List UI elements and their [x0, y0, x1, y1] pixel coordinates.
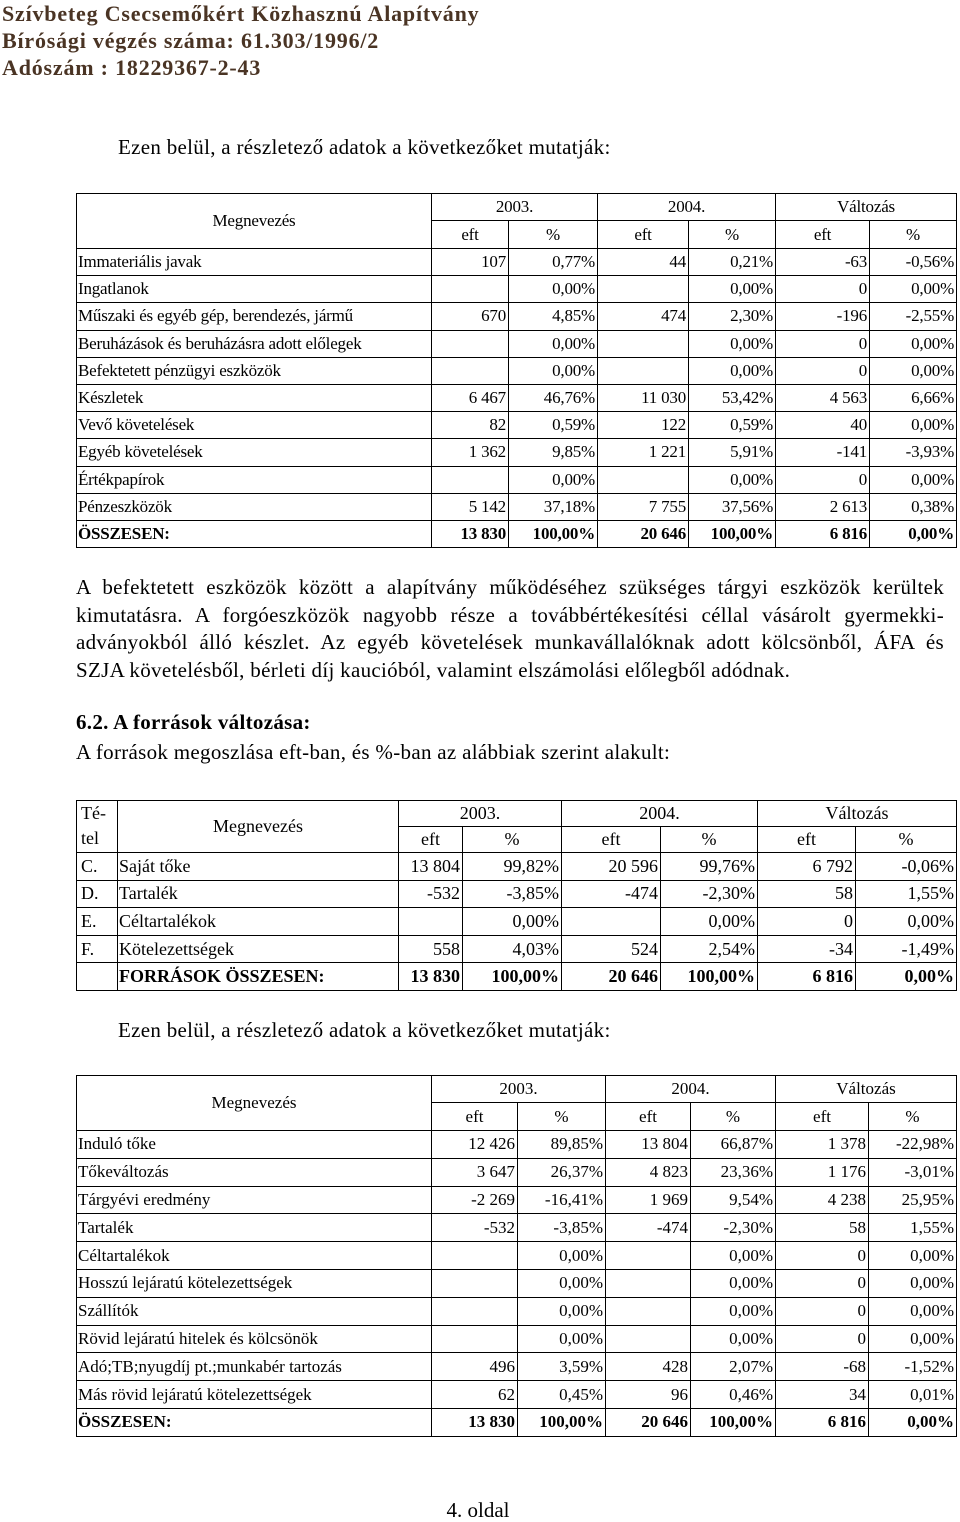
cell-pct-change: 25,95% — [869, 1186, 957, 1214]
unit-header: eft — [776, 221, 870, 249]
paragraph-line: SZJA követelésből, bérleti díj kaucióból, valamint elszámolási előlegből adódnak. — [76, 658, 791, 683]
cell-eft-2004: 96 — [606, 1381, 691, 1409]
cell-pct-2003: 100,00% — [518, 1408, 606, 1436]
unit-header: % — [463, 827, 562, 853]
cell-pct-2003: 4,85% — [509, 303, 598, 330]
cell-pct-change: 0,00% — [869, 1242, 957, 1270]
cell-eft-2004 — [606, 1269, 691, 1297]
row-label: Rövid lejáratú hitelek és kölcsönök — [77, 1325, 432, 1353]
cell-eft-2003 — [432, 466, 509, 493]
table-row — [77, 853, 957, 881]
cell-eft-2004: 20 646 — [606, 1408, 691, 1436]
row-label: Más rövid lejáratú kötelezettségek — [77, 1381, 432, 1409]
unit-header: eft — [562, 827, 661, 853]
cell-pct-change: 0,00% — [869, 1269, 957, 1297]
cell-eft-2004: 1 221 — [598, 439, 689, 466]
cell-eft-2003: 496 — [432, 1353, 518, 1381]
cell-pct-2004: 0,00% — [689, 330, 776, 357]
cell-eft-change: -34 — [758, 935, 856, 963]
cell-pct-2004: 0,59% — [689, 412, 776, 439]
cell-pct-2004: 9,54% — [691, 1186, 776, 1214]
cell-pct-change: 0,00% — [870, 466, 957, 493]
cell-pct-2003: 37,18% — [509, 493, 598, 520]
row-label: Beruházások és beruházásra adott előlegek — [77, 330, 432, 357]
row-label: Céltartalékok — [77, 1242, 432, 1270]
cell-pct-2003: 99,82% — [463, 853, 562, 881]
cell-pct-2004: 0,00% — [691, 1242, 776, 1270]
cell-pct-2003: 0,00% — [509, 466, 598, 493]
sources-detail-table — [76, 1075, 957, 1437]
row-label: Befektetett pénzügyi eszközök — [77, 357, 432, 384]
unit-header: % — [691, 1103, 776, 1131]
cell-eft-2003 — [432, 357, 509, 384]
cell-pct-2004: -2,30% — [661, 880, 758, 908]
cell-pct-change: 0,00% — [856, 908, 957, 936]
cell-eft-change: 6 816 — [758, 963, 856, 991]
cell-eft-2003: 107 — [432, 249, 509, 276]
unit-header: % — [661, 827, 758, 853]
col-header-2003: 2003. — [432, 194, 598, 221]
cell-pct-2003: -3,85% — [463, 880, 562, 908]
cell-pct-2003: 0,00% — [518, 1242, 606, 1270]
cell-eft-2004: 20 646 — [598, 520, 689, 547]
cell-eft-2004: 20 646 — [562, 963, 661, 991]
row-label: Műszaki és egyéb gép, berendezés, jármű — [77, 303, 432, 330]
cell-eft-2004: 7 755 — [598, 493, 689, 520]
cell-eft-2004 — [598, 466, 689, 493]
cell-pct-2003: 0,77% — [509, 249, 598, 276]
cell-eft-2004 — [606, 1242, 691, 1270]
cell-eft-change: -63 — [776, 249, 870, 276]
cell-eft-2003: 3 647 — [432, 1158, 518, 1186]
cell-pct-2004: 2,54% — [661, 935, 758, 963]
intro-assets: Ezen belül, a részletező adatok a következőket mutatják: — [118, 135, 611, 159]
cell-eft-change: 1 378 — [776, 1131, 869, 1159]
cell-eft-2004: 44 — [598, 249, 689, 276]
cell-pct-2004: 53,42% — [689, 384, 776, 411]
sources-table — [76, 800, 957, 991]
paragraph-line: adványokból álló készlet. Az egyéb követelések munkavállalóknak adott kölcsönből, ÁFA és — [76, 630, 944, 655]
col-header-change: Változás — [776, 1076, 957, 1103]
table-row — [77, 908, 957, 936]
cell-pct-2004: 2,07% — [691, 1353, 776, 1381]
cell-eft-change: -196 — [776, 303, 870, 330]
row-label: Tőkeváltozás — [77, 1158, 432, 1186]
cell-eft-change: -68 — [776, 1353, 869, 1381]
cell-eft-2003: -532 — [432, 1214, 518, 1242]
cell-eft-2004 — [606, 1297, 691, 1325]
table-row — [77, 276, 957, 303]
cell-pct-2004: -2,30% — [691, 1214, 776, 1242]
tax-number: Adószám : 18229367-2-43 — [2, 55, 262, 80]
table-row — [77, 1353, 957, 1381]
row-label: ÖSSZESEN: — [77, 1408, 432, 1436]
unit-header: eft — [598, 221, 689, 249]
cell-eft-2003 — [432, 1269, 518, 1297]
cell-eft-2003: 5 142 — [432, 493, 509, 520]
header-row-periods — [77, 1076, 957, 1103]
unit-header: % — [689, 221, 776, 249]
cell-eft-2003 — [432, 276, 509, 303]
row-label: FORRÁSOK ÖSSZESEN: — [118, 963, 399, 991]
unit-header: % — [518, 1103, 606, 1131]
cell-pct-2004: 100,00% — [661, 963, 758, 991]
cell-eft-change: 58 — [758, 880, 856, 908]
cell-eft-change: 40 — [776, 412, 870, 439]
section-title: 6.2. A források változása: — [76, 710, 311, 734]
cell-eft-change: 0 — [776, 276, 870, 303]
cell-eft-2004: 20 596 — [562, 853, 661, 881]
col-header-2003: 2003. — [399, 801, 562, 827]
cell-pct-2003: 3,59% — [518, 1353, 606, 1381]
cell-pct-2003: 0,00% — [463, 908, 562, 936]
total-row — [77, 520, 957, 547]
cell-pct-change: -0,56% — [870, 249, 957, 276]
cell-pct-2003: 0,00% — [509, 357, 598, 384]
org-name: Szívbeteg Csecsemőkért Közhasznú Alapítvány — [2, 1, 480, 26]
row-label: Szállítók — [77, 1297, 432, 1325]
row-code — [77, 963, 118, 991]
row-label: Induló tőke — [77, 1131, 432, 1159]
row-label: Immateriális javak — [77, 249, 432, 276]
cell-eft-change: 34 — [776, 1381, 869, 1409]
table-row — [77, 1158, 957, 1186]
item-header-line: tel — [81, 828, 99, 848]
cell-eft-2004: 11 030 — [598, 384, 689, 411]
cell-pct-2003: -16,41% — [518, 1186, 606, 1214]
table-row — [77, 1325, 957, 1353]
cell-eft-2004: 1 969 — [606, 1186, 691, 1214]
cell-eft-2003: 13 830 — [432, 1408, 518, 1436]
assets-table — [76, 193, 957, 548]
table-row — [77, 466, 957, 493]
row-label: Egyéb követelések — [77, 439, 432, 466]
cell-eft-change: 0 — [758, 908, 856, 936]
cell-pct-change: -3,01% — [869, 1158, 957, 1186]
table-row — [77, 330, 957, 357]
cell-pct-2003: 0,00% — [518, 1297, 606, 1325]
cell-pct-2003: 4,03% — [463, 935, 562, 963]
cell-pct-change: 0,00% — [870, 412, 957, 439]
cell-pct-2004: 23,36% — [691, 1158, 776, 1186]
cell-pct-change: -3,93% — [870, 439, 957, 466]
row-label: Kötelezettségek — [118, 935, 399, 963]
cell-eft-change: 0 — [776, 466, 870, 493]
cell-pct-2003: 26,37% — [518, 1158, 606, 1186]
cell-eft-change: 2 613 — [776, 493, 870, 520]
row-label: Céltartalékok — [118, 908, 399, 936]
table-row — [77, 1214, 957, 1242]
cell-pct-change: -1,52% — [869, 1353, 957, 1381]
row-label: Tartalék — [77, 1214, 432, 1242]
table-row — [77, 412, 957, 439]
cell-eft-change: 0 — [776, 357, 870, 384]
cell-pct-change: 0,00% — [869, 1297, 957, 1325]
row-label: Saját tőke — [118, 853, 399, 881]
cell-pct-2004: 37,56% — [689, 493, 776, 520]
table-row — [77, 1131, 957, 1159]
col-header-item — [77, 801, 118, 853]
cell-pct-change: -2,55% — [870, 303, 957, 330]
total-row — [77, 1408, 957, 1436]
unit-header: eft — [758, 827, 856, 853]
cell-eft-2004 — [598, 330, 689, 357]
cell-eft-change: 1 176 — [776, 1158, 869, 1186]
cell-pct-2003: 0,59% — [509, 412, 598, 439]
cell-eft-change: 0 — [776, 1325, 869, 1353]
table-row — [77, 384, 957, 411]
cell-pct-change: 1,55% — [869, 1214, 957, 1242]
cell-eft-change: 6 816 — [776, 1408, 869, 1436]
org-header — [2, 0, 479, 81]
cell-pct-2004: 0,00% — [689, 357, 776, 384]
cell-pct-2003: 0,00% — [518, 1269, 606, 1297]
cell-eft-2003: -532 — [399, 880, 463, 908]
cell-pct-change: 0,00% — [870, 330, 957, 357]
cell-pct-2003: 0,00% — [509, 330, 598, 357]
table-row — [77, 1269, 957, 1297]
court-ruling-number: Bírósági végzés száma: 61.303/1996/2 — [2, 28, 380, 53]
cell-eft-2004: -474 — [606, 1214, 691, 1242]
cell-pct-change: 0,00% — [870, 276, 957, 303]
table-row — [77, 1186, 957, 1214]
page-number: 4. oldal — [446, 1498, 510, 1522]
cell-pct-change: -0,06% — [856, 853, 957, 881]
cell-pct-2004: 100,00% — [691, 1408, 776, 1436]
cell-eft-change: 4 563 — [776, 384, 870, 411]
total-row — [77, 963, 957, 991]
cell-eft-change: 4 238 — [776, 1186, 869, 1214]
table-row — [77, 1297, 957, 1325]
cell-pct-change: 0,00% — [869, 1325, 957, 1353]
cell-eft-2003: -2 269 — [432, 1186, 518, 1214]
cell-pct-change: 0,00% — [870, 520, 957, 547]
cell-eft-2004: 4 823 — [606, 1158, 691, 1186]
cell-pct-change: 0,01% — [869, 1381, 957, 1409]
cell-eft-2003 — [399, 908, 463, 936]
cell-pct-2004: 0,00% — [689, 276, 776, 303]
table-row — [77, 357, 957, 384]
table-row — [77, 303, 957, 330]
cell-pct-2003: 100,00% — [463, 963, 562, 991]
cell-eft-2004: 122 — [598, 412, 689, 439]
row-label: Készletek — [77, 384, 432, 411]
col-header-2004: 2004. — [598, 194, 776, 221]
cell-eft-change: 0 — [776, 1269, 869, 1297]
paragraph-line: A befektetett eszközök között a alapítvány működéséhez szükséges tárgyi eszközök kerültek — [76, 575, 944, 599]
cell-eft-2003 — [432, 1297, 518, 1325]
table-row — [77, 1242, 957, 1270]
cell-eft-change: 0 — [776, 1242, 869, 1270]
col-header-name: Megnevezés — [118, 801, 399, 853]
cell-pct-2004: 0,21% — [689, 249, 776, 276]
unit-header: % — [870, 221, 957, 249]
col-header-2003: 2003. — [432, 1076, 606, 1103]
cell-pct-2004: 100,00% — [689, 520, 776, 547]
row-label: ÖSSZESEN: — [77, 520, 432, 547]
row-label: Vevő követelések — [77, 412, 432, 439]
cell-eft-2004: 474 — [598, 303, 689, 330]
cell-pct-change: 6,66% — [870, 384, 957, 411]
cell-eft-2003: 13 830 — [399, 963, 463, 991]
cell-eft-2003 — [432, 1325, 518, 1353]
cell-pct-2003: 9,85% — [509, 439, 598, 466]
col-header-change: Változás — [776, 194, 957, 221]
cell-pct-2003: 46,76% — [509, 384, 598, 411]
cell-pct-2004: 99,76% — [661, 853, 758, 881]
intro-sources: Ezen belül, a részletező adatok a következőket mutatják: — [118, 1018, 611, 1042]
col-header-2004: 2004. — [562, 801, 758, 827]
cell-pct-2003: 100,00% — [509, 520, 598, 547]
cell-pct-change: 0,38% — [870, 493, 957, 520]
row-label: Hosszú lejáratú kötelezettségek — [77, 1269, 432, 1297]
cell-pct-2004: 5,91% — [689, 439, 776, 466]
cell-pct-2004: 0,46% — [691, 1381, 776, 1409]
section-subtitle: A források megoszlása eft-ban, és %-ban az alábbiak szerint alakult: — [76, 740, 671, 764]
cell-pct-2003: -3,85% — [518, 1214, 606, 1242]
cell-pct-change: -22,98% — [869, 1131, 957, 1159]
item-header-line: Té- — [81, 803, 106, 823]
cell-eft-2003: 670 — [432, 303, 509, 330]
cell-pct-2003: 89,85% — [518, 1131, 606, 1159]
unit-header: eft — [606, 1103, 691, 1131]
cell-pct-2004: 0,00% — [661, 908, 758, 936]
cell-eft-2004: 428 — [606, 1353, 691, 1381]
unit-header: eft — [399, 827, 463, 853]
cell-pct-2003: 0,45% — [518, 1381, 606, 1409]
col-header-2004: 2004. — [606, 1076, 776, 1103]
cell-eft-2003: 558 — [399, 935, 463, 963]
cell-eft-2004 — [562, 908, 661, 936]
unit-header: % — [856, 827, 957, 853]
cell-pct-2004: 0,00% — [689, 466, 776, 493]
cell-pct-2003: 0,00% — [518, 1325, 606, 1353]
col-header-name: Megnevezés — [77, 194, 432, 249]
unit-header: % — [509, 221, 598, 249]
header-row-periods — [77, 194, 957, 221]
header-row-periods — [77, 801, 957, 827]
explanatory-paragraph — [76, 574, 944, 685]
cell-eft-change: -141 — [776, 439, 870, 466]
table-row — [77, 1381, 957, 1409]
unit-header: eft — [432, 1103, 518, 1131]
row-label: Pénzeszközök — [77, 493, 432, 520]
cell-eft-2003: 1 362 — [432, 439, 509, 466]
row-label: Tartalék — [118, 880, 399, 908]
cell-eft-2003: 12 426 — [432, 1131, 518, 1159]
row-label: Ingatlanok — [77, 276, 432, 303]
cell-pct-2004: 0,00% — [691, 1269, 776, 1297]
cell-eft-2004: -474 — [562, 880, 661, 908]
paragraph-line: kimutatásra. A forgóeszközök nagyobb része a továbbértékesítési céllal vásárolt gyermekki- — [76, 602, 944, 627]
cell-eft-2003 — [432, 330, 509, 357]
cell-pct-2004: 0,00% — [691, 1325, 776, 1353]
col-header-change: Változás — [758, 801, 957, 827]
row-code: F. — [77, 935, 118, 963]
table-row — [77, 493, 957, 520]
cell-pct-2003: 0,00% — [509, 276, 598, 303]
cell-eft-2004: 524 — [562, 935, 661, 963]
cell-eft-2003: 6 467 — [432, 384, 509, 411]
cell-eft-2004: 13 804 — [606, 1131, 691, 1159]
cell-pct-change: 0,00% — [856, 963, 957, 991]
row-label: Adó;TB;nyugdíj pt.;munkabér tartozás — [77, 1353, 432, 1381]
row-label: Értékpapírok — [77, 466, 432, 493]
cell-eft-change: 0 — [776, 330, 870, 357]
cell-eft-2003: 62 — [432, 1381, 518, 1409]
cell-eft-change: 0 — [776, 1297, 869, 1325]
cell-eft-2004 — [598, 276, 689, 303]
row-code: C. — [77, 853, 118, 881]
cell-pct-2004: 66,87% — [691, 1131, 776, 1159]
cell-eft-change: 6 816 — [776, 520, 870, 547]
cell-pct-2004: 0,00% — [691, 1297, 776, 1325]
table-row — [77, 249, 957, 276]
cell-eft-2003: 13 830 — [432, 520, 509, 547]
table-row — [77, 880, 957, 908]
cell-pct-change: 1,55% — [856, 880, 957, 908]
unit-header: eft — [432, 221, 509, 249]
cell-eft-2003: 82 — [432, 412, 509, 439]
cell-eft-2004 — [598, 357, 689, 384]
table-row — [77, 935, 957, 963]
cell-pct-2004: 2,30% — [689, 303, 776, 330]
cell-eft-change: 6 792 — [758, 853, 856, 881]
unit-header: eft — [776, 1103, 869, 1131]
cell-eft-2003: 13 804 — [399, 853, 463, 881]
cell-eft-change: 58 — [776, 1214, 869, 1242]
cell-eft-2004 — [606, 1325, 691, 1353]
cell-pct-change: 0,00% — [870, 357, 957, 384]
row-label: Tárgyévi eredmény — [77, 1186, 432, 1214]
row-code: D. — [77, 880, 118, 908]
cell-pct-change: -1,49% — [856, 935, 957, 963]
unit-header: % — [869, 1103, 957, 1131]
table-row — [77, 439, 957, 466]
row-code: E. — [77, 908, 118, 936]
cell-pct-change: 0,00% — [869, 1408, 957, 1436]
col-header-name: Megnevezés — [77, 1076, 432, 1131]
cell-eft-2003 — [432, 1242, 518, 1270]
